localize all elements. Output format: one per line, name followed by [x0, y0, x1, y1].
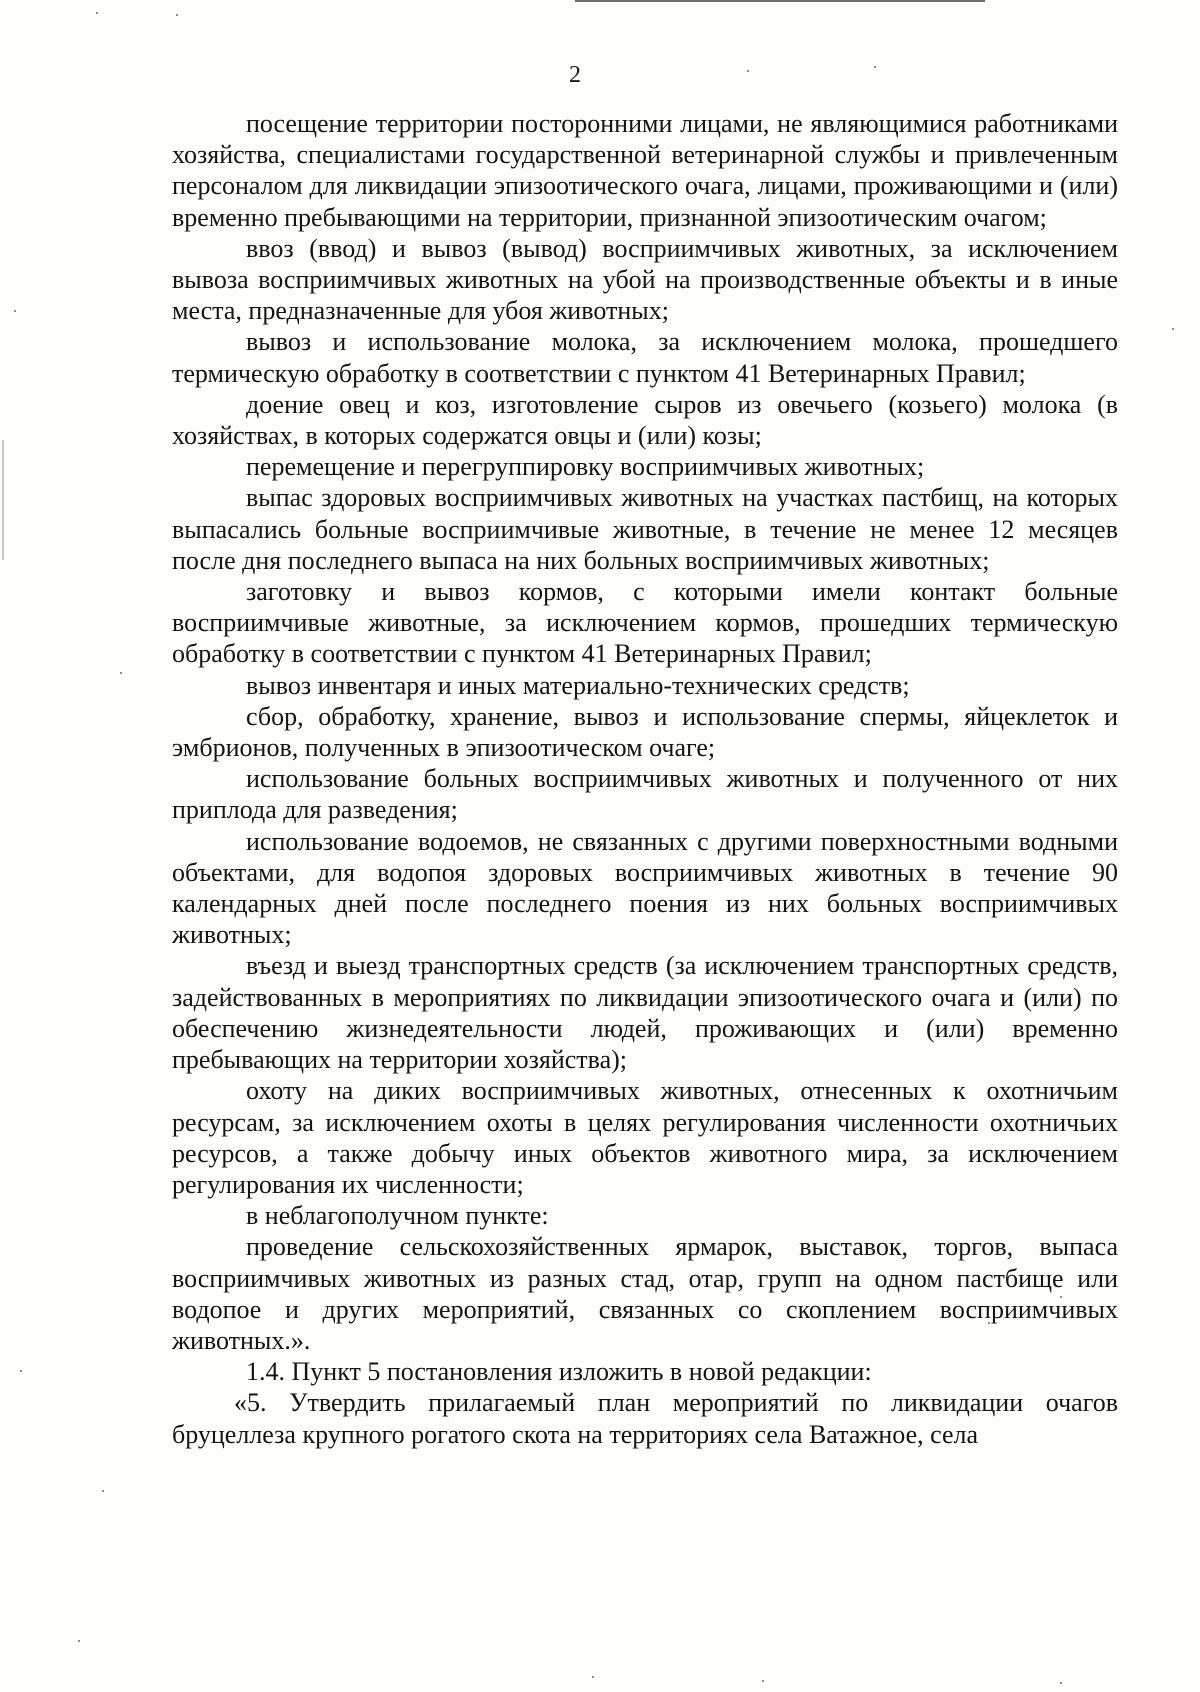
paragraph: вывоз и использование молока, за исключением молока, прошедшего термическую обработку в соответствии с пунктом 41 Ветеринарных Правил;: [172, 327, 1118, 388]
scan-speck: [176, 14, 178, 16]
paragraph: использование водоемов, не связанных с другими поверхностными водными объектами, для водопоя здоровых восприимчивых животных в течение 90 календарных дней после последнего поения из них больных восприимчивых животных;: [172, 826, 1118, 950]
paragraph: проведение сельскохозяйственных ярмарок, выставок, торгов, выпаса восприимчивых животных из разных стад, отар, групп на одном пастбище или водопое и других мероприятий, связанных со скоплением восприимчивых животных.».: [172, 1232, 1118, 1355]
paragraph: ввоз (ввод) и вывоз (вывод) восприимчивых животных, за исключением вывоза восприимчивых животных на убой на производственные объекты и в иные места, предназначенные для убоя животных;: [172, 233, 1118, 326]
paragraph: перемещение и перегруппировку восприимчивых животных;: [246, 452, 925, 482]
scan-speck: [20, 1370, 22, 1372]
paragraph: охоту на диких восприимчивых животных, отнесенных к охотничьим ресурсам, за исключением охоты в целях регулирования численности охотничьих ресурсов, а также добычу иных объектов животного мира, за исключением регулирования их численности;: [172, 1076, 1118, 1199]
paragraph: посещение территории посторонними лицами, не являющимися работниками хозяйства, специалистами государственной ветеринарной службы и привлеченным персоналом для ликвидации эпизоотического очага, лицами, проживающими и (или) временно пребывающими на территории, признанной эпизоотическим очагом;: [172, 109, 1118, 232]
scan-speck: [1060, 1682, 1062, 1684]
scan-speck: [14, 310, 16, 312]
paragraph: использование больных восприимчивых животных и полученного от них приплода для разведения;: [172, 764, 1118, 825]
paragraph: «5. Утвердить прилагаемый план мероприятий по ликвидации очагов бруцеллеза крупного рогатого скота на территориях села Ватажное, села: [172, 1388, 1118, 1449]
scan-edge-left: [2, 440, 4, 560]
scan-speck: [96, 12, 98, 14]
scan-speck: [762, 1680, 764, 1682]
scan-speck: [102, 1490, 104, 1492]
scan-speck: [592, 1676, 594, 1678]
scan-speck: [78, 1640, 80, 1642]
scan-edge-top: [575, 0, 985, 2]
paragraph: въезд и выезд транспортных средств (за исключением транспортных средств, задействованных в мероприятиях по ликвидации эпизоотического очага и (или) по обеспечению жизнедеятельности людей, проживающих и (или) временно пребывающих на территории хозяйства);: [172, 951, 1118, 1075]
paragraph: вывоз инвентаря и иных материально-технических средств;: [246, 670, 910, 700]
paragraph: заготовку и вывоз кормов, с которыми имели контакт больные восприимчивые животные, за исключением кормов, прошедших термическую обработку в соответствии с пунктом 41 Ветеринарных Правил;: [172, 577, 1118, 669]
paragraph: сбор, обработку, хранение, вывоз и использование спермы, яйцеклеток и эмбрионов, полученных в эпизоотическом очаге;: [172, 701, 1118, 763]
paragraph: выпас здоровых восприимчивых животных на участках пастбищ, на которых выпасались больные восприимчивые животные, в течение не менее 12 месяцев после дня последнего выпаса на них больных восприимчивых животных;: [172, 483, 1118, 575]
paragraph: 1.4. Пункт 5 постановления изложить в новой редакции:: [246, 1357, 872, 1387]
paragraph: доение овец и коз, изготовление сыров из овечьего (козьего) молока (в хозяйствах, в которых содержатся овцы и (или) козы;: [172, 389, 1118, 451]
document-body: [172, 108, 1118, 1450]
scan-speck: [120, 672, 122, 674]
page-number: 2: [569, 62, 581, 88]
paragraph: в неблагополучном пункте:: [246, 1201, 549, 1231]
scan-speck: [1172, 328, 1174, 330]
